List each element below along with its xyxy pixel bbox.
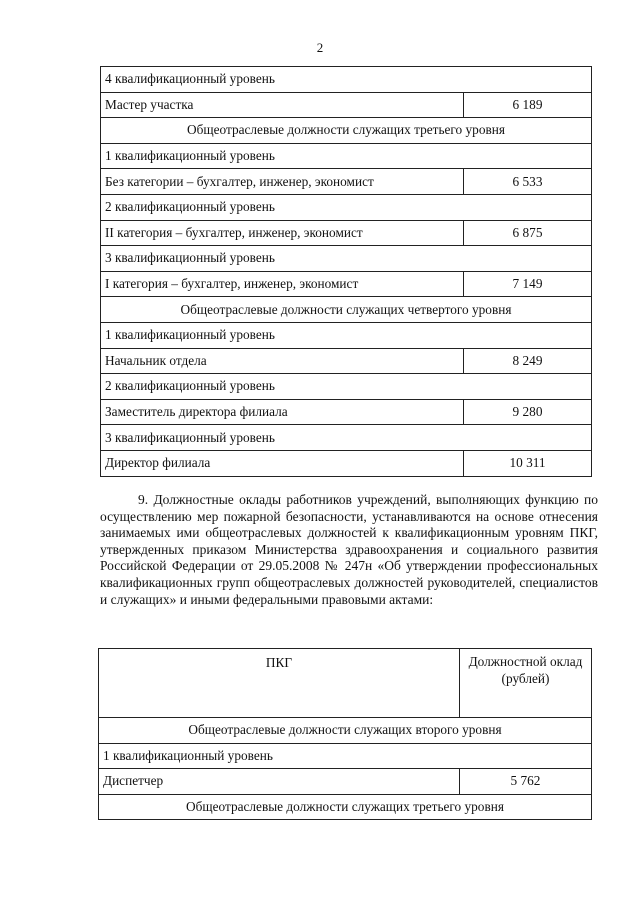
table-row <box>101 143 592 169</box>
salary-value: 6 875 <box>464 220 592 246</box>
table-row <box>99 718 592 744</box>
qualification-level: 3 квалификационный уровень <box>101 425 592 451</box>
salary-table-1 <box>100 66 592 477</box>
table-row <box>101 399 592 425</box>
position-name: I категория – бухгалтер, инженер, экономист <box>101 271 464 297</box>
header-pkg: ПКГ <box>99 649 460 718</box>
group-heading: Общеотраслевые должности служащих второго уровня <box>99 718 592 744</box>
table-row <box>101 374 592 400</box>
qualification-level: 2 квалификационный уровень <box>101 194 592 220</box>
table-row <box>101 67 592 93</box>
table-row <box>101 220 592 246</box>
salary-value: 7 149 <box>464 271 592 297</box>
table-row <box>101 322 592 348</box>
table-row <box>99 769 592 795</box>
table-row <box>99 743 592 769</box>
paragraph-9 <box>100 492 598 608</box>
page-number: 2 <box>316 40 324 55</box>
salary-table-2 <box>98 648 592 820</box>
header-salary: Должностной оклад (рублей) <box>460 649 592 718</box>
salary-value: 6 533 <box>464 169 592 195</box>
position-name: Мастер участка <box>101 92 464 118</box>
salary-value: 10 311 <box>464 450 592 476</box>
table-row <box>99 794 592 820</box>
position-name: Директор филиала <box>101 450 464 476</box>
position-name: II категория – бухгалтер, инженер, экономист <box>101 220 464 246</box>
table-row <box>101 194 592 220</box>
table-row <box>101 450 592 476</box>
position-name: Начальник отдела <box>101 348 464 374</box>
position-name: Диспетчер <box>99 769 460 795</box>
table-row <box>101 246 592 272</box>
table-row <box>101 169 592 195</box>
qualification-level: 1 квалификационный уровень <box>101 143 592 169</box>
qualification-level: 4 квалификационный уровень <box>101 67 592 93</box>
qualification-level: 2 квалификационный уровень <box>101 374 592 400</box>
table-row <box>101 271 592 297</box>
salary-value: 5 762 <box>460 769 592 795</box>
salary-value: 9 280 <box>464 399 592 425</box>
salary-value: 6 189 <box>464 92 592 118</box>
qualification-level: 1 квалификационный уровень <box>101 322 592 348</box>
salary-value: 8 249 <box>464 348 592 374</box>
table-row <box>101 297 592 323</box>
paragraph-text: 9. Должностные оклады работников учреждений, выполняющих функцию по осуществлению мер пожарной безопасности, устанавливаются на основе отнесения занимаемых ими общеотраслевых должностей к квалификационным уровням ПКГ, утвержденных приказом Министерства здравоохранения и социального развития Российской Федерации от 29.05.2008 № 247н «Об утверждении профессиональных квалификационных групп общеотраслевых должностей руководителей, специалистов и служащих» и иными федеральными правовыми актами: <box>100 492 598 607</box>
qualification-level: 1 квалификационный уровень <box>99 743 592 769</box>
table-row <box>101 425 592 451</box>
table-row <box>101 118 592 144</box>
qualification-level: 3 квалификационный уровень <box>101 246 592 272</box>
group-heading: Общеотраслевые должности служащих четвертого уровня <box>101 297 592 323</box>
group-heading: Общеотраслевые должности служащих третьего уровня <box>99 794 592 820</box>
group-heading: Общеотраслевые должности служащих третьего уровня <box>101 118 592 144</box>
table-row <box>101 92 592 118</box>
table-row <box>101 348 592 374</box>
table-header-row <box>99 649 592 718</box>
position-name: Без категории – бухгалтер, инженер, экономист <box>101 169 464 195</box>
position-name: Заместитель директора филиала <box>101 399 464 425</box>
